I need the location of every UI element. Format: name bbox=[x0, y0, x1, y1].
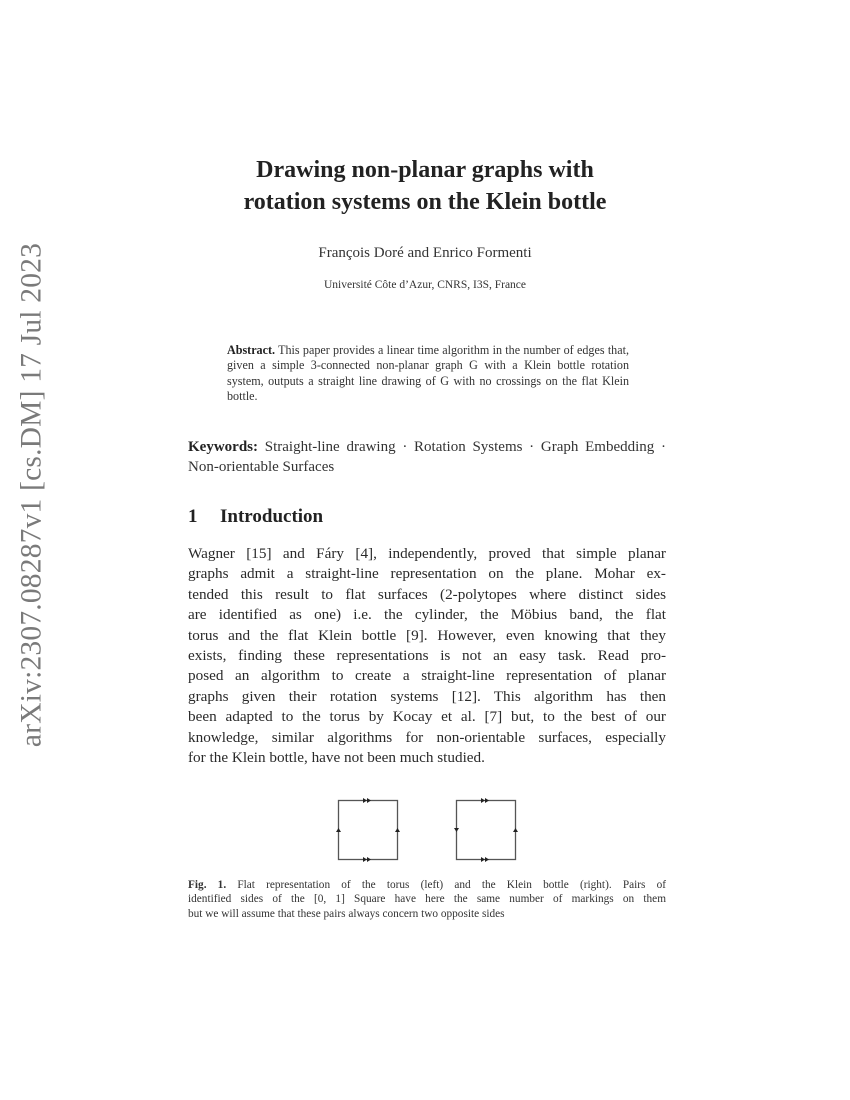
title-line-2: rotation systems on the Klein bottle bbox=[243, 189, 607, 215]
paragraph-line: for the Klein bottle, have not been much studied. bbox=[188, 749, 485, 767]
paragraph-line: been adapted to the torus by Kocay et al. [7] but, to the best of our bbox=[188, 708, 666, 726]
keywords-label: Keywords: bbox=[188, 439, 258, 455]
paragraph-line: torus and the flat Klein bottle [9]. However, even knowing that they bbox=[188, 626, 666, 644]
section-heading bbox=[188, 506, 323, 528]
paragraph-line: graphs given their rotation systems [12]. This algorithm has then bbox=[188, 687, 666, 705]
klein-bottle-square bbox=[457, 801, 516, 860]
keywords bbox=[188, 437, 666, 477]
paragraph-line: are identified as one) i.e. the cylinder, the Möbius band, the flat bbox=[188, 606, 666, 624]
abstract-text: This paper provides a linear time algorithm in the number of edges that, given a simple 3-connected non-planar graph G with a Klein bottle rotation system, outputs a straight line drawing of G with no crossings on the flat Klein bottle. bbox=[227, 343, 629, 403]
paragraph-line: posed an algorithm to create a straight-line representation of planar bbox=[188, 667, 666, 685]
caption-line: but we will assume that these pairs always concern two opposite sides bbox=[188, 907, 505, 920]
abstract bbox=[227, 343, 629, 404]
arxiv-identifier-stamp bbox=[12, 242, 52, 748]
title-line-1: Drawing non-planar graphs with bbox=[256, 157, 594, 183]
paragraph-line: graphs admit a straight-line representation on the plane. Mohar ex- bbox=[188, 565, 666, 583]
figure-1 bbox=[330, 790, 530, 870]
torus-markings bbox=[336, 798, 400, 862]
paper-title bbox=[150, 154, 700, 218]
keywords-text: Straight-line drawing · Rotation Systems · Graph Embedding · Non-orientable Surfaces bbox=[188, 439, 666, 475]
abstract-label: Abstract. bbox=[227, 343, 276, 357]
caption-line: Fig. 1. Flat representation of the torus (left) and the Klein bottle (right). Pairs of bbox=[188, 879, 667, 891]
paragraph-line: Wagner [15] and Fáry [4], independently, proved that simple planar bbox=[188, 545, 666, 562]
flat-surfaces-diagram bbox=[330, 790, 530, 870]
section-number: 1 bbox=[188, 506, 198, 527]
caption-label: Fig. 1. bbox=[188, 879, 227, 891]
arxiv-stamp-text: arXiv:2307.08287v1 [cs.DM] 17 Jul 2023 bbox=[15, 242, 48, 748]
paragraph-line: tended this result to flat surfaces (2-polytopes where distinct sides bbox=[188, 585, 666, 603]
paragraph-line: exists, finding these representations is not an easy task. Read pro- bbox=[188, 647, 666, 665]
caption-line: identified sides of the [0, 1] Square have here the same number of markings on them bbox=[188, 893, 666, 906]
section-title: Introduction bbox=[220, 506, 324, 527]
affiliation: Université Côte d’Azur, CNRS, I3S, France bbox=[323, 279, 527, 291]
paragraph-line: knowledge, similar algorithms for non-orientable surfaces, especially bbox=[188, 728, 666, 746]
figure-caption bbox=[188, 878, 666, 921]
torus-square bbox=[339, 801, 398, 860]
introduction-paragraph bbox=[188, 544, 666, 768]
authors: François Doré and Enrico Formenti bbox=[318, 245, 532, 261]
klein-bottle-markings bbox=[454, 798, 518, 862]
